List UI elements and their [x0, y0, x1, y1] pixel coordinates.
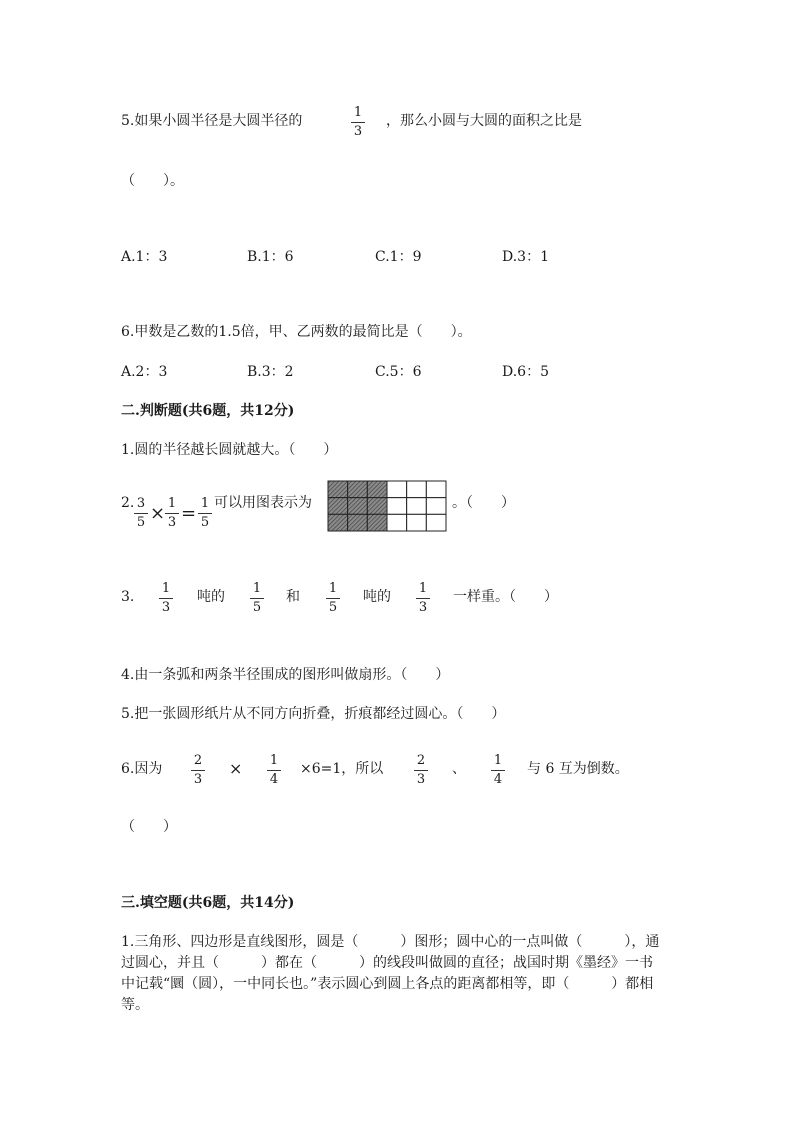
judge-6-times: × — [229, 759, 243, 778]
fraction-grid-diagram — [327, 480, 447, 532]
q5-option-a: A.1：3 — [121, 249, 168, 265]
fraction-denominator: 5 — [328, 600, 338, 615]
judge-5: 5.把一张圆形纸片从不同方向折叠，折痕都经过圆心。（ ） — [121, 706, 506, 722]
judge-2-times: × — [150, 503, 166, 524]
q5-option-c: C.1：9 — [375, 249, 422, 265]
grid-cell — [387, 481, 407, 498]
judge-2-frac-2 — [164, 497, 180, 530]
judge-2-frac-3 — [197, 497, 213, 530]
fraction-numerator: 1 — [269, 753, 279, 768]
q6-option-b: B.3：2 — [247, 364, 294, 380]
fraction-denominator: 4 — [269, 772, 279, 787]
grid-cell — [407, 481, 427, 498]
judge-6-frac-3 — [413, 754, 429, 787]
fraction-numerator: 2 — [416, 753, 426, 768]
q5-fraction — [350, 106, 366, 139]
shaded-grid-cell — [348, 481, 368, 498]
judge-2-eq: = — [181, 503, 197, 524]
judge-4: 4.由一条弧和两条半径围成的图形叫做扇形。（ ） — [121, 667, 450, 683]
fraction-numerator: 1 — [167, 496, 177, 511]
section3-title: 三.填空题(共6题，共14分) — [121, 895, 295, 911]
grid-cell — [407, 498, 427, 515]
fraction-denominator: 5 — [136, 515, 146, 530]
fraction-denominator: 3 — [161, 600, 171, 615]
fraction-denominator: 3 — [193, 772, 203, 787]
fraction-denominator: 4 — [493, 772, 503, 787]
judge-2-after: 。（ ） — [452, 495, 515, 511]
judge-6-frac-4 — [490, 754, 506, 787]
fraction-numerator: 1 — [328, 581, 338, 596]
fraction-numerator: 1 — [353, 105, 363, 120]
judge-6-frac-2 — [266, 754, 282, 787]
fraction-denominator: 3 — [167, 515, 177, 530]
shaded-grid-cell — [348, 514, 368, 531]
judge-2-text: 可以用图表示为 — [214, 495, 312, 511]
judge-6-sep: 、 — [452, 761, 466, 777]
grid-cell — [407, 514, 427, 531]
fraction-numerator: 1 — [252, 581, 262, 596]
judge-3-num: 3. — [121, 589, 135, 605]
fraction-denominator: 3 — [353, 124, 363, 139]
judge-6-num: 6.因为 — [121, 761, 163, 777]
fraction-denominator: 5 — [200, 515, 210, 530]
shaded-grid-cell — [367, 514, 387, 531]
shaded-grid-cell — [328, 481, 348, 498]
judge-6-frac-1 — [190, 754, 206, 787]
fill-question-1: 1.三角形、四边形是直线图形，圆是（ ）图形；圆中心的一点叫做（ ），通过圆心，并且（ ）都在（ ）的线段叫做圆的直径；战国时期《墨经》一书中记载“圜（圆），一中同长也。”表示圆心到圆上各点的距离都相等，即（ ）都相等。 — [121, 934, 660, 1013]
shaded-grid-cell — [328, 498, 348, 515]
judge-3-word-2: 和 — [286, 589, 300, 605]
judge-3-frac-2 — [249, 582, 265, 615]
shaded-grid-cell — [367, 481, 387, 498]
q6-option-a: A.2：3 — [121, 364, 168, 380]
fraction-numerator: 1 — [200, 496, 210, 511]
q6-stem: 6.甲数是乙数的1.5倍，甲、乙两数的最简比是（ ）。 — [121, 324, 472, 340]
section2-title: 二.判断题(共6题，共12分) — [121, 403, 295, 419]
fraction-numerator: 2 — [193, 753, 203, 768]
q5-option-b: B.1：6 — [247, 249, 294, 265]
fraction-numerator: 1 — [418, 581, 428, 596]
fraction-denominator: 3 — [416, 772, 426, 787]
q5-prefix: 5.如果小圆半径是大圆半径的 — [121, 113, 303, 129]
judge-2-frac-1 — [133, 497, 149, 530]
shaded-grid-cell — [348, 498, 368, 515]
fraction-numerator: 1 — [161, 581, 171, 596]
shaded-grid-cell — [367, 498, 387, 515]
grid-cell — [426, 481, 446, 498]
judge-3-frac-4 — [415, 582, 431, 615]
q5-option-d: D.3：1 — [502, 249, 549, 265]
judge-3-frac-1 — [158, 582, 174, 615]
judge-3-word-3: 吨的 — [363, 589, 391, 605]
fraction-denominator: 3 — [418, 600, 428, 615]
shaded-grid-cell — [328, 514, 348, 531]
q6-option-c: C.5：6 — [375, 364, 422, 380]
judge-3-frac-3 — [325, 582, 341, 615]
judge-6-mid: ×6=1，所以 — [300, 761, 384, 777]
judge-6-blank: （ ） — [121, 819, 177, 835]
q5-suffix: ，那么小圆与大圆的面积之比是 — [386, 113, 582, 129]
grid-cell — [426, 498, 446, 515]
grid-cell — [426, 514, 446, 531]
judge-6-tail: 与 6 互为倒数。 — [527, 761, 629, 777]
fraction-numerator: 3 — [136, 496, 146, 511]
q5-blank: （ ）。 — [121, 173, 184, 189]
judge-2-num: 2. — [121, 495, 135, 511]
grid-cell — [387, 498, 407, 515]
judge-3-word-1: 吨的 — [197, 589, 225, 605]
judge-3-word-4: 一样重。（ ） — [453, 589, 558, 605]
grid-cell — [387, 514, 407, 531]
fraction-numerator: 1 — [493, 753, 503, 768]
fraction-denominator: 5 — [252, 600, 262, 615]
q6-option-d: D.6：5 — [502, 364, 549, 380]
judge-1: 1.圆的半径越长圆就越大。（ ） — [121, 442, 338, 458]
